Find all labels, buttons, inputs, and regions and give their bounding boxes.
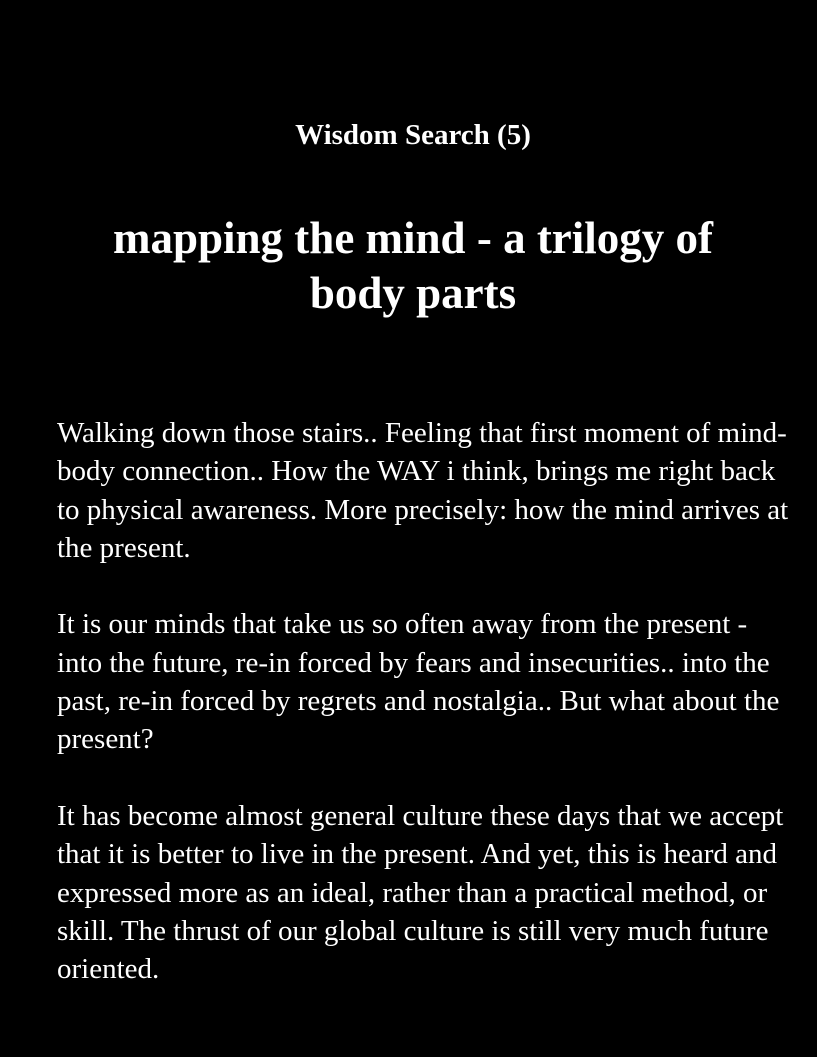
paragraph-2: It is our minds that take us so often away from the present - into the future, re-in forced by fears and insecurities.. into the past, re-in forced by regrets and nostalgia.. But what about the present? <box>57 608 780 756</box>
paragraph-3: It has become almost general culture these days that we accept that it is better to live in the present. And yet, this is heard and expressed more as an ideal, rather than a practical method, or skill. The thrust of our global culture is still very much future oriented. <box>57 799 784 986</box>
paragraph-1: Walking down those stairs.. Feeling that first moment of mind-body connection.. How the WAY i think, brings me right back to physical awareness. More precisely: how the mind arrives at the present. <box>57 417 789 564</box>
series-title: Wisdom Search (5) <box>295 119 531 151</box>
body-text <box>57 414 792 988</box>
page-title: mapping the mind - a trilogy of body parts <box>112 213 714 318</box>
